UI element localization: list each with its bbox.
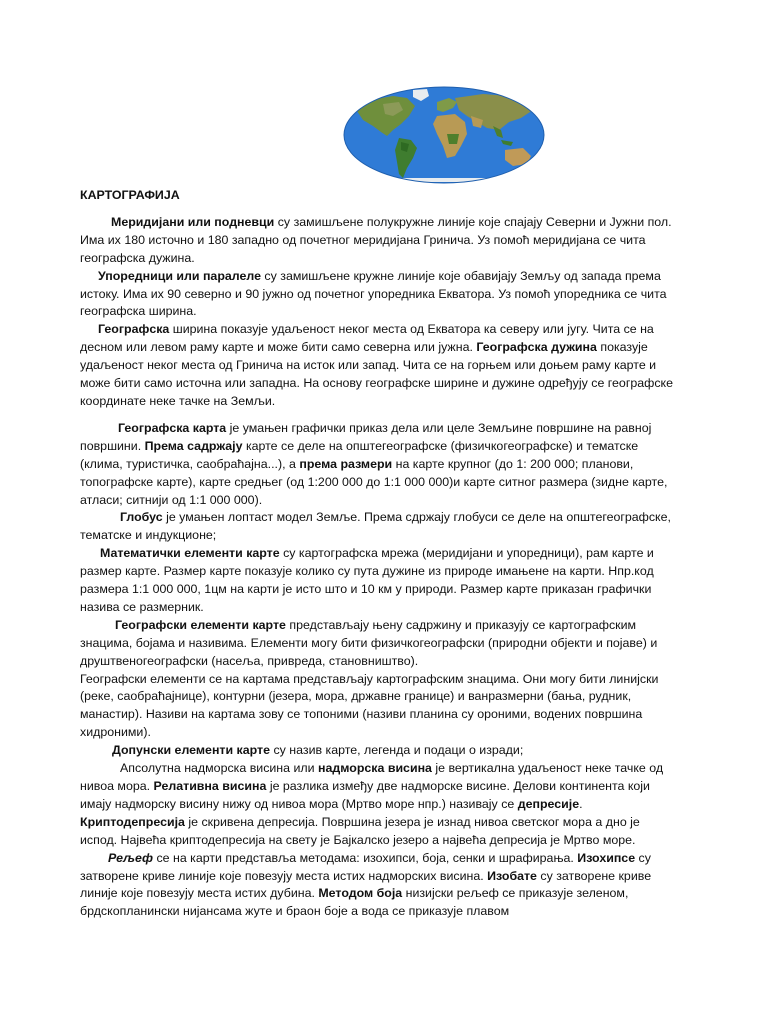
paragraph-text: је умањен лоптаст модел Земље. Према сдржају глобуси се деле на општегеографске, тематске и индукционе;: [80, 510, 671, 543]
document-body: [80, 187, 680, 921]
paragraph-altitude: [80, 760, 680, 850]
term-color-method: Методом боја: [318, 886, 403, 901]
term-latitude: Географска: [98, 322, 170, 337]
paragraph-text: је умањен графички приказ дела или целе Земљине површине на равној површини.: [80, 420, 652, 453]
term-parallels: Упоредници или паралеле: [98, 268, 261, 283]
paragraph-text: ширина показује удаљеност неког места од Екватора ка северу или југу. Чита се на десном или левом раму карте и може бити само северна или јужна.: [80, 322, 654, 355]
paragraph-map-signs: [80, 671, 680, 743]
term-globe: Глобус: [120, 510, 163, 525]
paragraph-text: на карте крупног (до 1: 200 000; планови, топографске карте), карте средњег (од 1:200 000 до 1:1 000 000)и карте ситног размера (зидне карте, атласи; ситнији од 1:1 000 000).: [80, 456, 668, 507]
world-map-graphic: [343, 86, 545, 184]
paragraph-text: низијски рељеф се приказује зеленом, брдскопланински нијансама жуте и браон боје а вода се приказује плавом: [80, 886, 629, 919]
paragraph-meridians: [80, 214, 680, 268]
paragraph-text: је скривена депресија. Површина језера је изнад нивоа светског мора а дно је испод. Највећа криптодепресија на свету је Бајкалско језеро а највећа депресија је Мртво море.: [80, 814, 640, 847]
term-altitude: надморска висина: [318, 761, 432, 776]
term-by-content: Према садржају: [144, 438, 243, 453]
term-geographic-map: Географска карта: [118, 420, 227, 435]
term-isobaths: Изобате: [487, 868, 537, 883]
paragraph-text: представљају њену садржину и приказују се картографским знацима, бојама и називима. Елементи могу бити физичкогеографски (природни објекти и појаве) и друштвеногеографски (насеља, привреда, становништво).: [80, 617, 658, 668]
paragraph-text: је разлика између две надморске висине. Делови континента који имају надморску висину нижу од нивоа мора (Мртво море нпр.) називају се: [80, 779, 650, 811]
term-cryptodepression: Криптодепресија: [80, 814, 185, 829]
document-title: КАРТОГРАФИЈА: [80, 188, 180, 202]
world-map-icon: [343, 86, 545, 184]
paragraph-additional-elements: [80, 742, 680, 760]
paragraph-relief: [80, 850, 680, 922]
paragraph-math-elements: [80, 545, 680, 617]
term-relief: [108, 851, 153, 865]
term-relief-italic: Рељеф: [108, 850, 154, 865]
paragraph-globe: [80, 509, 680, 545]
term-longitude: Географска дужина: [476, 340, 597, 355]
paragraph-latitude-longitude: [80, 321, 680, 411]
paragraph-text: су затворене криве линије које повезују места истих надморских висина.: [80, 850, 651, 883]
term-meridians: Меридијани или подневци: [111, 214, 275, 229]
paragraph-text: се на карти представља методама: изохипси, боја, сенки и шрафирања.: [153, 850, 578, 865]
paragraph-text: показује удаљеност неког места од Гринича на исток или запад. Чита се на горњем или доњем раму карте и може бити само источна или западна. На основу географске ширине и дужине одређују се географске координате неке тачке на Земљи.: [80, 340, 673, 408]
term-relative-height: Релативна висина: [153, 779, 267, 793]
term-additional-elements: Допунски елементи карте: [112, 743, 271, 758]
paragraph-text: Апсолутна надморска висина или: [120, 761, 319, 776]
paragraph-parallels: [80, 268, 680, 322]
term-depressions: депресије: [517, 796, 580, 811]
paragraph-text: је вертикална удаљеност неке тачке од нивоа мора.: [80, 761, 664, 793]
paragraph-geo-elements: [80, 617, 680, 671]
paragraph-text: .: [579, 796, 583, 811]
term-by-scale: према размери: [299, 456, 393, 471]
term-isohypses: Изохипсе: [577, 850, 636, 865]
paragraph-text: Географски елементи се на картама представљају картографским знацима. Они могу бити линијски (реке, саобраћајнице), контурни (језера, мора, државне границе) и ванразмерни (бања, рудник, манастир). Називи на картама зову се топоними (називи планина су ороними, водених површина хидроними).: [80, 671, 659, 740]
paragraph-text: су замишљене полукружне линије које спајају Северни и Јужни пол. Има их 180 источно и 180 западно од почетног меридијана Гринича. Уз помоћ меридијана се чита географска дужина.: [80, 214, 672, 265]
paragraph-text: су замишљене кружне линије које обавијају Земљу од запада према истоку. Има их 90 северно и 90 јужно од почетног упоредника Екватора. Уз помоћ упоредника се чита географска ширина.: [80, 268, 667, 319]
term-math-elements: Математички елементи карте: [100, 546, 280, 561]
paragraph-text: су затворене криве линије које повезују места истих дубина.: [80, 868, 652, 901]
paragraph-text: су картографска мрежа (меридијани и упоредници), рам карте и размер карте. Размер карте показује колико су пута дужине из природе имањене на карти. Нпр.код размера 1:1 000 000, 1цм на карти је исто што и 10 км у природи. Размер карте приказан графички назива се размерник.: [80, 546, 654, 614]
paragraph-text: су назив карте, легенда и подаци о изради;: [270, 743, 524, 758]
term-geo-elements: Географски елементи карте: [115, 617, 286, 632]
paragraph-text: карте се деле на општегеографске (физичкогеографске) и тематске (клима, туристичка, саобраћајна...), а: [80, 438, 639, 471]
paragraph-geographic-map: [80, 420, 680, 510]
